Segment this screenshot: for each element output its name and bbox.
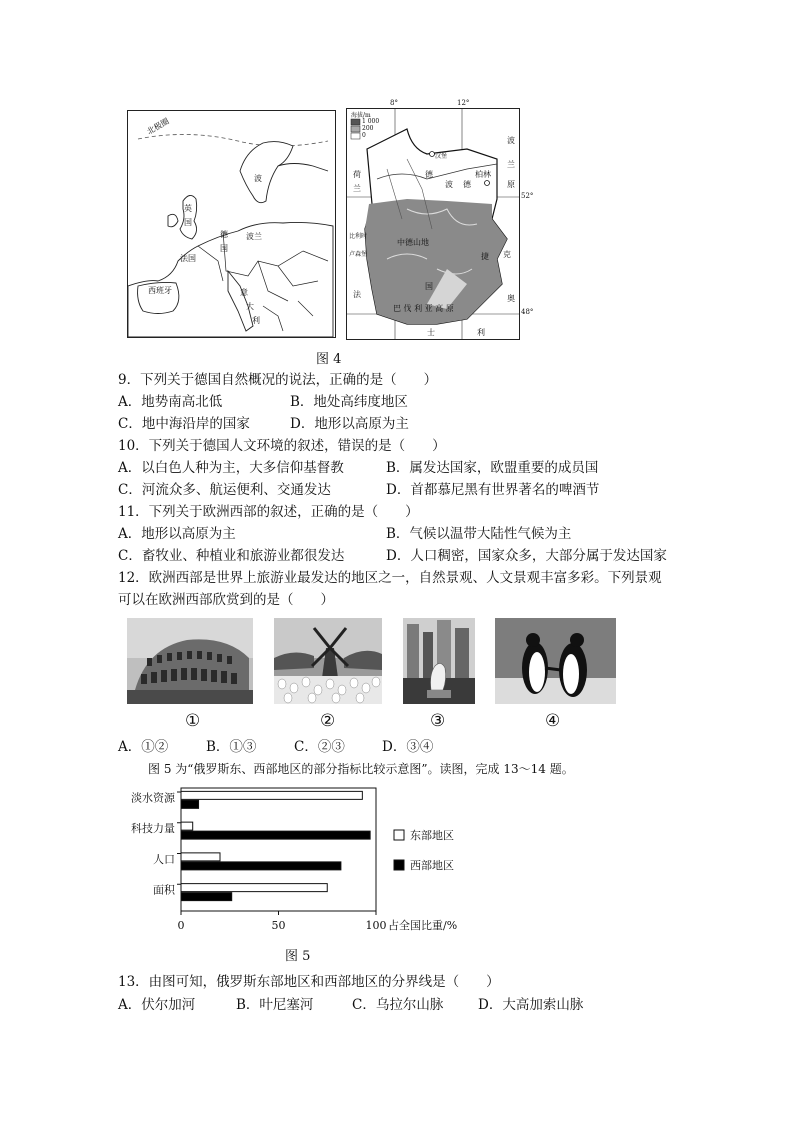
map-label: 德 bbox=[425, 170, 433, 179]
q13-option-d: D．大高加索山脉 bbox=[478, 997, 584, 1013]
map-label: 波兰 bbox=[246, 232, 262, 241]
bar-east bbox=[181, 791, 362, 799]
fig5-bar-chart bbox=[118, 778, 498, 938]
q9-option-b: B．地处高纬度地区 bbox=[290, 394, 408, 410]
europe-map bbox=[127, 110, 336, 338]
q10-option-d: D．首都慕尼黑有世界著名的啤酒节 bbox=[386, 482, 600, 498]
bar-east bbox=[181, 884, 327, 892]
bar-west bbox=[181, 893, 232, 901]
q12-option-a: A．①② bbox=[118, 739, 169, 755]
category-label: 人口 bbox=[153, 852, 175, 866]
map-label-berlin: 柏林 bbox=[475, 170, 491, 179]
fig5-caption: 图 5 bbox=[285, 949, 311, 964]
photo-windmill-tulips bbox=[274, 618, 382, 704]
x-tick-label: 0 bbox=[177, 919, 185, 932]
map-label: 大 bbox=[246, 302, 254, 311]
q11-option-d: D．人口稠密，国家众多，大部分属于发达国家 bbox=[386, 548, 667, 564]
map-label: 国 bbox=[425, 282, 433, 291]
map-label: 利 bbox=[477, 328, 485, 337]
q12-option-d: D．③④ bbox=[382, 739, 434, 755]
q11-stem: 11．下列关于欧洲西部的叙述，正确的是（ ） bbox=[118, 504, 419, 520]
map-label: 英 bbox=[184, 204, 192, 213]
map-label: 荷 bbox=[353, 170, 361, 179]
legend-value: 0 bbox=[362, 132, 366, 139]
fig4-caption: 图 4 bbox=[316, 352, 342, 367]
europe-map-drawing bbox=[128, 111, 335, 337]
x-tick-label: 50 bbox=[271, 919, 286, 932]
map-label: 法国 bbox=[180, 254, 196, 263]
map-label: 利 bbox=[252, 316, 260, 325]
tick-label: 8° bbox=[390, 99, 398, 107]
tick-label: 52° bbox=[521, 192, 534, 200]
x-axis-label: 占全国比重/% bbox=[388, 919, 458, 932]
germany-map bbox=[346, 108, 520, 340]
map-label-central-uplands: 中德山地 bbox=[397, 238, 429, 247]
tick-label: 12° bbox=[457, 99, 470, 107]
photo-colosseum bbox=[127, 618, 253, 704]
q13-option-a: A．伏尔加河 bbox=[118, 997, 196, 1013]
map-label: 德 bbox=[463, 180, 471, 189]
q11-option-a: A．地形以高原为主 bbox=[118, 526, 236, 542]
tick-label: 48° bbox=[521, 308, 534, 316]
map-label: 国 bbox=[184, 218, 192, 227]
photo-number-3: ③ bbox=[430, 711, 446, 731]
category-label: 淡水资源 bbox=[131, 791, 175, 805]
category-label: 科技力量 bbox=[131, 822, 175, 836]
legend-swatch bbox=[394, 830, 404, 840]
map-label: 法 bbox=[353, 290, 361, 299]
bar-west bbox=[181, 831, 370, 839]
map-label: 卢森堡 bbox=[349, 251, 368, 258]
q9-stem: 9．下列关于德国自然概况的说法，正确的是（ ） bbox=[118, 372, 438, 388]
q10-option-a: A．以白色人种为主，大多信仰基督教 bbox=[118, 460, 344, 476]
map-label: 意 bbox=[240, 288, 248, 297]
q12-stem-line1: 12．欧洲西部是世界上旅游业最发达的地区之一，自然景观、人文景观丰富多彩。下列景观 bbox=[118, 570, 662, 586]
q9-option-d: D．地形以高原为主 bbox=[290, 416, 409, 432]
map-label: 西班牙 bbox=[148, 286, 172, 295]
q9-option-c: C．地中海沿岸的国家 bbox=[118, 416, 250, 432]
legend-label: 西部地区 bbox=[410, 859, 454, 872]
q13-stem: 13．由图可知，俄罗斯东部地区和西部地区的分界线是（ ） bbox=[118, 974, 500, 990]
q10-stem: 10．下列关于德国人文环境的叙述，错误的是（ ） bbox=[118, 438, 446, 454]
map-label: 克 bbox=[503, 250, 511, 259]
q10-option-b: B．属发达国家，欧盟重要的成员国 bbox=[386, 460, 599, 476]
map-label: 兰 bbox=[353, 184, 361, 193]
q13-option-b: B．叶尼塞河 bbox=[236, 997, 314, 1013]
category-label: 面积 bbox=[153, 883, 175, 897]
fig5-intro: 图 5 为“俄罗斯东、西部地区的部分指标比较示意图”。读图，完成 13～14 题。 bbox=[148, 762, 574, 776]
x-tick-label: 100 bbox=[365, 919, 387, 932]
legend-label: 东部地区 bbox=[410, 829, 454, 842]
photo-merlion bbox=[403, 618, 475, 704]
map-label: 士 bbox=[427, 328, 435, 337]
q10-option-c: C．河流众多、航运便利、交通发达 bbox=[118, 482, 331, 498]
bar-east bbox=[181, 853, 220, 861]
legend-value: 200 bbox=[362, 125, 374, 132]
map-label-bavarian-plateau: 巴 伐 利 亚 高 原 bbox=[393, 304, 454, 313]
map-label-hamburg: 汉堡 bbox=[435, 153, 448, 160]
bar-east bbox=[181, 822, 193, 830]
bar-west bbox=[181, 862, 341, 870]
map-label: 德 bbox=[220, 230, 228, 239]
q11-option-b: B．气候以温带大陆性气候为主 bbox=[386, 526, 572, 542]
map-label: 比利时 bbox=[349, 233, 368, 240]
map-label: 国 bbox=[220, 244, 228, 253]
photo-penguins bbox=[495, 618, 616, 704]
map-label: 捷 bbox=[481, 252, 489, 261]
photo-number-4: ④ bbox=[545, 711, 561, 731]
q12-option-c: C．②③ bbox=[294, 739, 345, 755]
map-label: 波 bbox=[445, 180, 453, 189]
map-label-arctic-circle: 北极圈 bbox=[145, 116, 171, 137]
q13-option-c: C．乌拉尔山脉 bbox=[352, 997, 444, 1013]
map-label: 兰 bbox=[507, 160, 515, 169]
legend-value: 1 000 bbox=[362, 118, 380, 125]
map-label: 波 bbox=[254, 174, 262, 183]
legend-title: 海拔/m bbox=[351, 112, 371, 119]
map-label: 原 bbox=[507, 180, 515, 189]
map-label: 波 bbox=[507, 136, 515, 145]
q12-stem-line2: 可以在欧洲西部欣赏到的是（ ） bbox=[118, 592, 334, 608]
photo-number-2: ② bbox=[320, 711, 336, 731]
map-label: 奥 bbox=[507, 294, 515, 303]
q11-option-c: C．畜牧业、种植业和旅游业都很发达 bbox=[118, 548, 345, 564]
legend-swatch bbox=[394, 860, 404, 870]
q9-option-a: A．地势南高北低 bbox=[118, 394, 223, 410]
photo-number-1: ① bbox=[185, 711, 201, 731]
q12-option-b: B．①③ bbox=[206, 739, 257, 755]
bar-west bbox=[181, 800, 199, 808]
